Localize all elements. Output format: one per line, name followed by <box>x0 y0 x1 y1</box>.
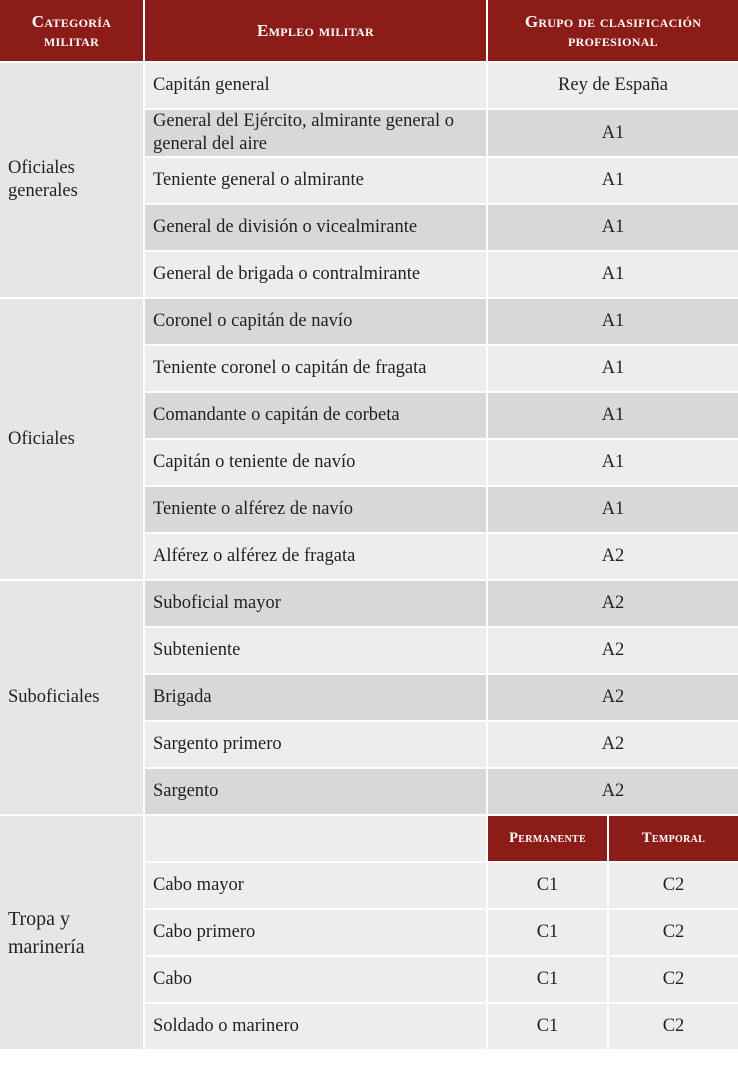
empleo-cell: Alférez o alférez de fragata <box>145 534 486 579</box>
empleo-cell: Comandante o capitán de corbeta <box>145 393 486 438</box>
empleo-cell: Soldado o marinero <box>145 1004 486 1049</box>
empty-cell <box>145 816 486 861</box>
category-cell: Tropa y marinería <box>0 816 143 1049</box>
grupo-cell: A1 <box>488 299 738 344</box>
grupo-cell: A2 <box>488 675 738 720</box>
grupo-cell: A1 <box>488 110 738 156</box>
empleo-cell: General de división o vicealmirante <box>145 205 486 250</box>
empleo-cell: Coronel o capitán de navío <box>145 299 486 344</box>
empleo-cell: Cabo <box>145 957 486 1002</box>
empleo-cell: Teniente coronel o capitán de fragata <box>145 346 486 391</box>
empleo-cell: Sargento <box>145 769 486 814</box>
grupo-cell: A1 <box>488 346 738 391</box>
subheader-permanente: Permanente <box>488 816 607 861</box>
grupo-cell: A1 <box>488 440 738 485</box>
grupo-cell: A1 <box>488 205 738 250</box>
header-empleo: Empleo militar <box>145 0 486 61</box>
temporal-cell: C2 <box>609 910 738 955</box>
empleo-cell: General del Ejército, almirante general o general del aire <box>145 110 486 156</box>
grupo-cell: A2 <box>488 628 738 673</box>
table-row <box>0 299 738 344</box>
empleo-cell: General de brigada o contralmirante <box>145 252 486 297</box>
empleo-cell: Cabo mayor <box>145 863 486 908</box>
grupo-cell: A1 <box>488 393 738 438</box>
empleo-cell: Cabo primero <box>145 910 486 955</box>
table-row <box>0 63 738 108</box>
subheader-temporal: Temporal <box>609 816 738 861</box>
empleo-cell: Subteniente <box>145 628 486 673</box>
grupo-cell: A1 <box>488 158 738 203</box>
header-row <box>0 0 738 61</box>
tropa-subheader-row <box>0 816 738 861</box>
permanente-cell: C1 <box>488 957 607 1002</box>
header-categoria: Categoría militar <box>0 0 143 61</box>
category-cell: Oficiales <box>0 299 143 579</box>
grupo-cell: A2 <box>488 581 738 626</box>
grupo-cell: A1 <box>488 487 738 532</box>
temporal-cell: C2 <box>609 1004 738 1049</box>
empleo-cell: Teniente o alférez de navío <box>145 487 486 532</box>
table-row <box>0 581 738 626</box>
empleo-cell: Capitán o teniente de navío <box>145 440 486 485</box>
permanente-cell: C1 <box>488 1004 607 1049</box>
empleo-cell: Brigada <box>145 675 486 720</box>
category-cell: Suboficiales <box>0 581 143 814</box>
category-cell: Oficiales generales <box>0 63 143 297</box>
grupo-cell: A2 <box>488 534 738 579</box>
temporal-cell: C2 <box>609 957 738 1002</box>
temporal-cell: C2 <box>609 863 738 908</box>
empleo-cell: Sargento primero <box>145 722 486 767</box>
grupo-cell: A2 <box>488 769 738 814</box>
permanente-cell: C1 <box>488 863 607 908</box>
permanente-cell: C1 <box>488 910 607 955</box>
grupo-cell: A2 <box>488 722 738 767</box>
grupo-cell: A1 <box>488 252 738 297</box>
header-grupo: Grupo de clasificación profesional <box>488 0 738 61</box>
empleo-cell: Capitán general <box>145 63 486 108</box>
grupo-cell: Rey de España <box>488 63 738 108</box>
empleo-cell: Teniente general o almirante <box>145 158 486 203</box>
empleo-cell: Suboficial mayor <box>145 581 486 626</box>
